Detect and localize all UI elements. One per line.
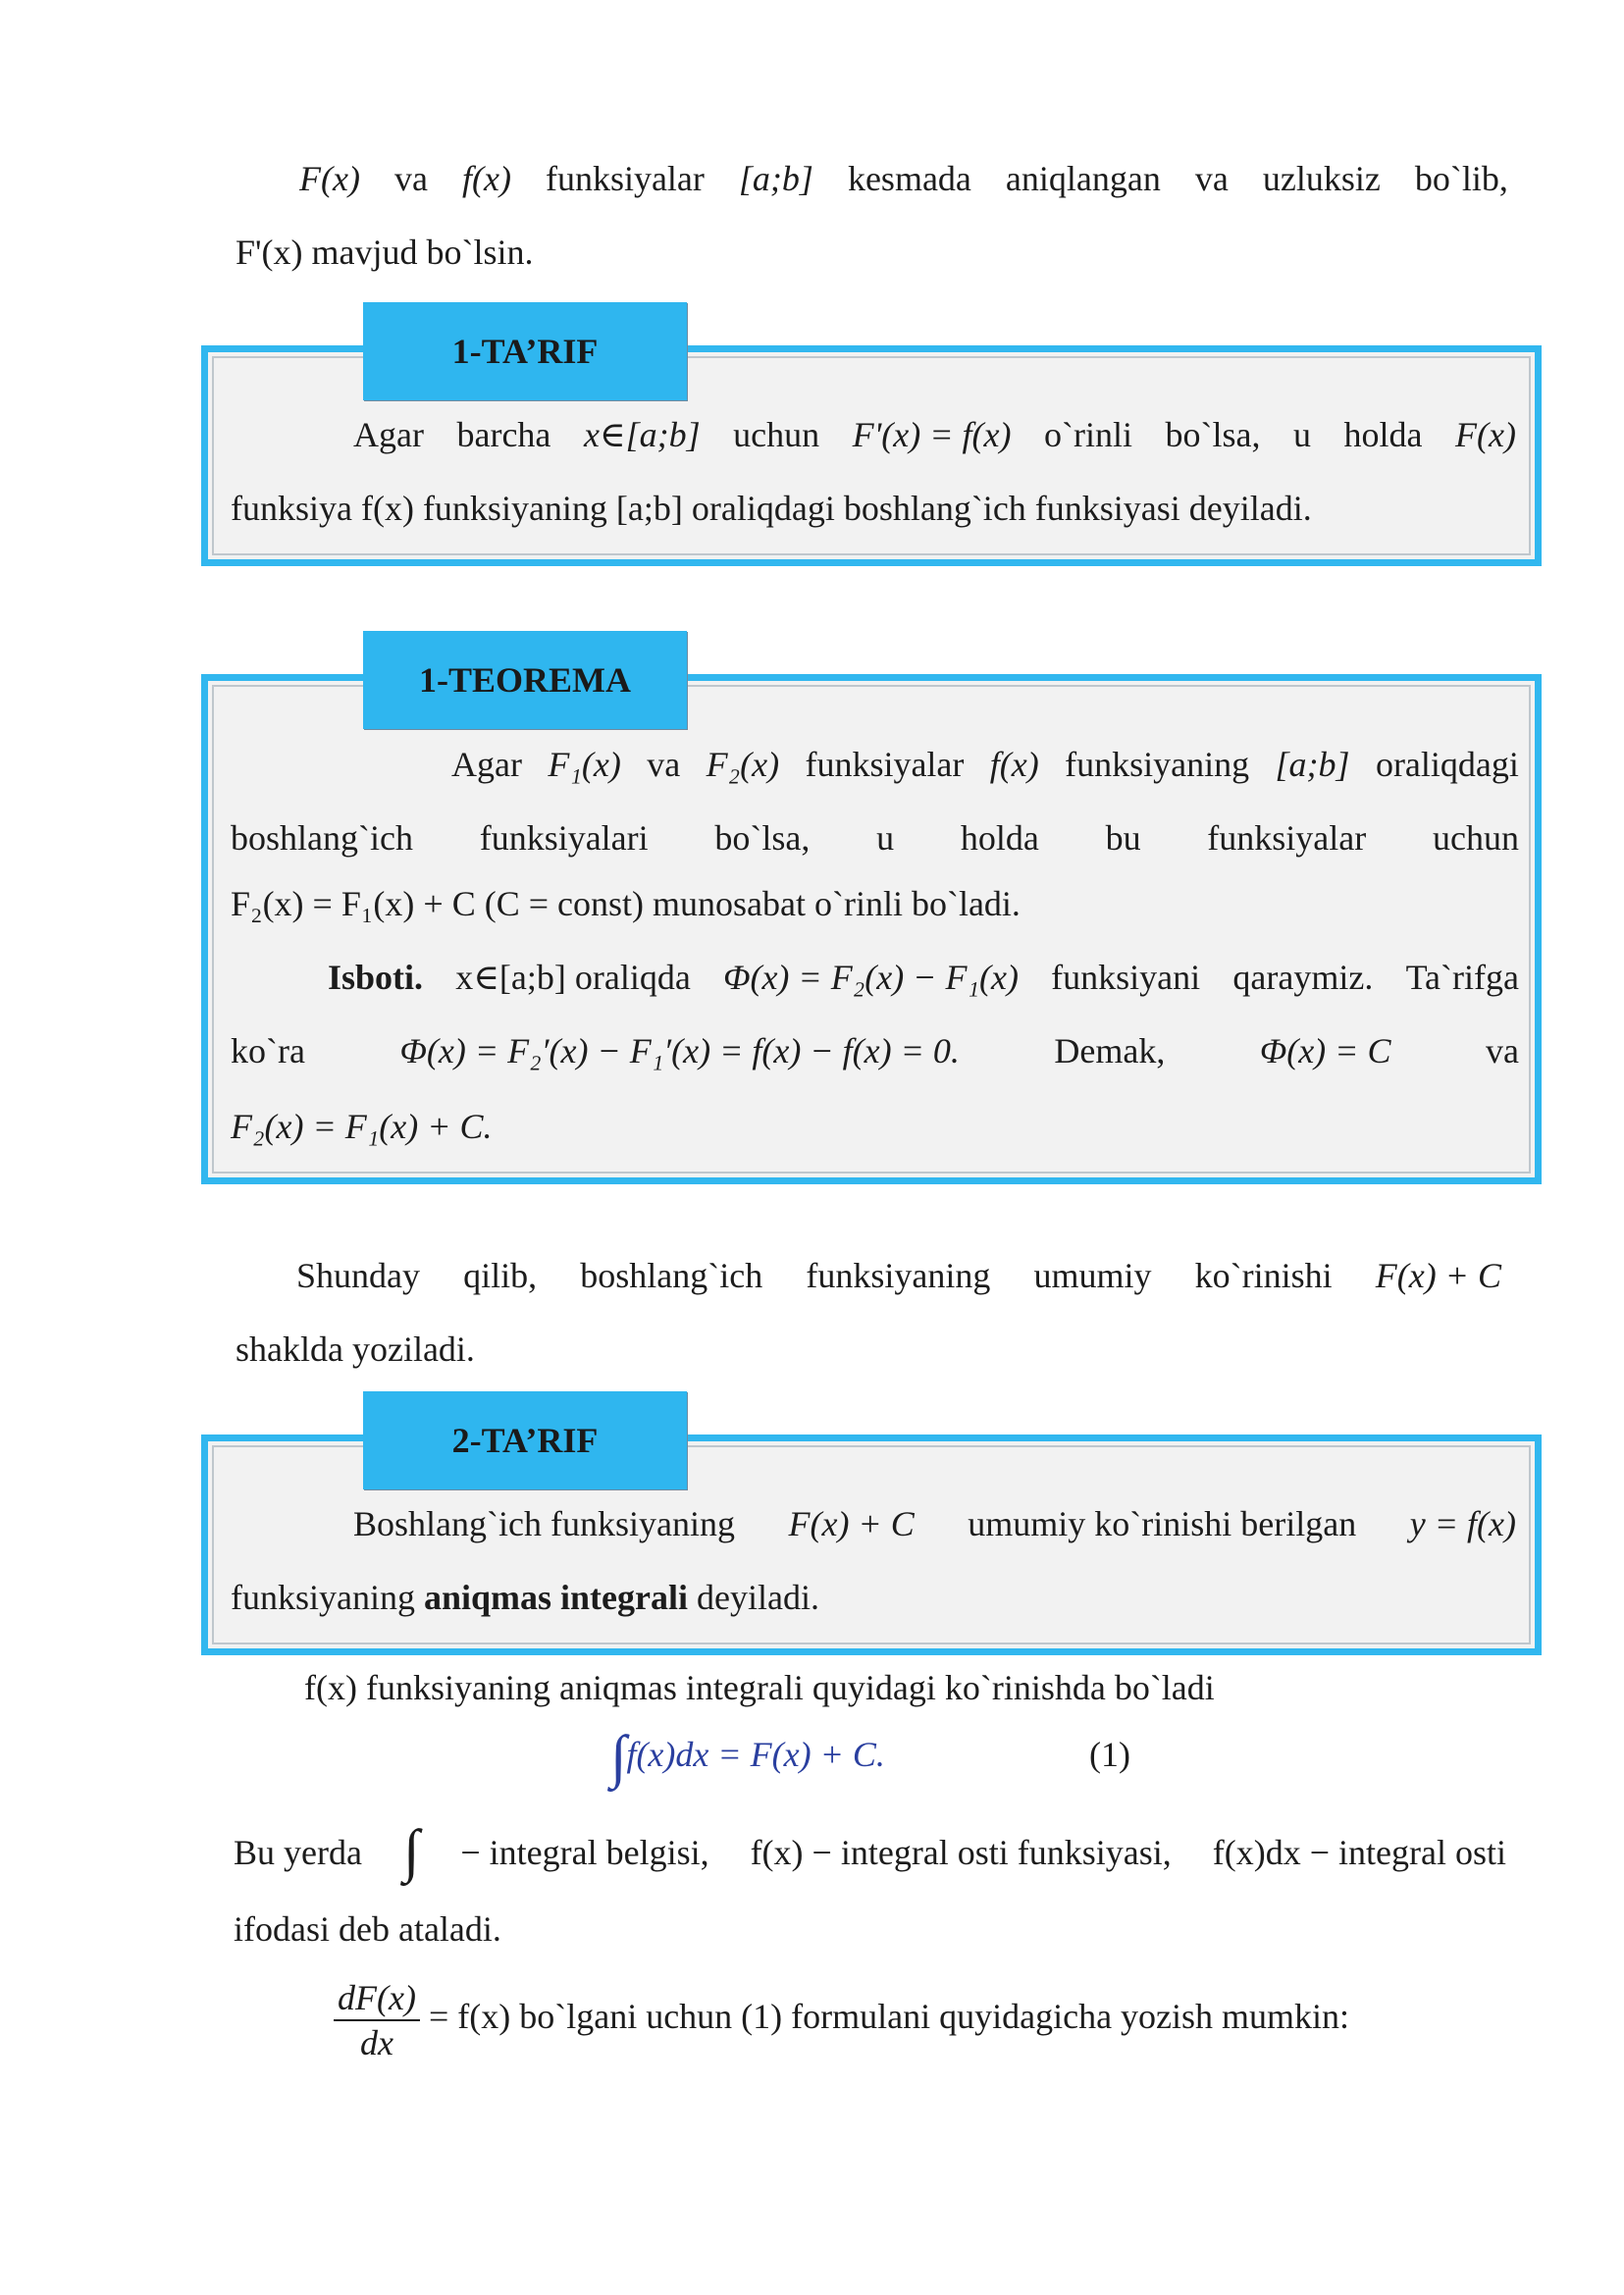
fraction-denominator: dx [359,2022,393,2062]
word: funksiyalar [805,745,965,784]
word: o`rinli [1044,415,1132,454]
after-line-4: ifodasi deb ataladi. [234,1909,501,1949]
word: funksiyalar [1207,818,1367,858]
word: F₂(x) [706,745,780,784]
word: f(x) [989,745,1039,784]
word: F'(x) = f(x) [852,415,1012,454]
word: [a;b] [738,159,813,198]
theorem-1-tab: 1-TEOREMA [363,631,687,729]
after-line-5 [334,1972,1349,2064]
word: Shunday [296,1256,420,1295]
integral-sign: ∫ [610,1724,627,1789]
word: umumiy [1033,1256,1152,1295]
formula-body: f(x)dx = F(x) + C. [626,1735,885,1774]
word: va [393,159,428,198]
word: funksiyaning [806,1256,991,1295]
word: funksiyalari [479,818,649,858]
middle-line-1 [296,1254,1501,1297]
word: bu [1105,818,1141,858]
after-line-3 [234,1818,1506,1883]
word: umumiy ko`rinishi berilgan [968,1504,1357,1543]
middle-line-2: shaklda yoziladi. [236,1330,475,1369]
word: uchun [1432,818,1519,858]
word: u [876,818,895,858]
definition-2-line-2 [231,1576,819,1619]
theorem-1-proof-line [328,956,1519,999]
word: kesmada [847,159,971,198]
key-term: aniqmas integrali [423,1578,688,1617]
word: Φ(x) = C [1259,1031,1391,1070]
word: = f(x) bo`lgani uchun (1) formulani quyidagicha yozish mumkin: [428,1997,1350,2036]
theorem-1-box [201,674,1542,1184]
word: funksiyalar [545,159,705,198]
theorem-1-line-6: F₂(x) = F₁(x) + C. [231,1107,493,1146]
derivative-fraction [334,1976,420,2064]
definition-1-tab: 1-TA’RIF [363,302,687,400]
word: uzluksiz [1262,159,1381,198]
word: holda [960,818,1039,858]
word: [a;b] [1275,745,1350,784]
word: bo`lsa, [714,818,811,858]
word: bo`lib, [1414,159,1508,198]
theorem-1-line-3: F₂(x) = F₁(x) + C (C = const) munosabat o`rinli bo`ladi. [231,884,1021,923]
word: ko`ra [231,1031,305,1070]
word: boshlang`ich [231,818,413,858]
word: funksiyaning [231,1578,415,1617]
word: x∈[a;b] oraliqda [455,958,691,997]
word: uchun [733,415,820,454]
theorem-1-line-1 [451,743,1519,786]
proof-label: Isboti. [328,958,424,997]
definition-1-line-1 [353,413,1516,456]
fraction-numerator: dF(x) [334,1976,420,2021]
word: boshlang`ich [580,1256,763,1295]
word: bo`lsa, [1165,415,1261,454]
word: Agar [451,745,522,784]
word: x∈[a;b] [583,415,701,454]
word: Demak, [1054,1031,1166,1070]
word: Bu yerda [234,1833,362,1872]
word: F₁(x) [548,745,621,784]
intro-line-1 [299,157,1508,200]
word: Boshlang`ich funksiyaning [353,1504,735,1543]
intro-line-2: F'(x) mavjud bo`lsin. [236,233,534,272]
word: Agar [353,415,424,454]
word: Ta`rifga [1405,958,1519,997]
word: barcha [456,415,551,454]
word: funksiyaning [1065,745,1250,784]
theorem-1-line-5 [231,1029,1519,1072]
word: va [647,745,681,784]
word: y = f(x) [1409,1504,1516,1543]
word: deyiladi. [697,1578,819,1617]
word: va [1485,1031,1519,1070]
word: f(x) [461,159,511,198]
word: qilib, [463,1256,538,1295]
word: F(x) + C [788,1504,915,1543]
word: Φ(x) = F₂(x) − F₁(x) [723,958,1019,997]
word: Φ(x) = F₂′(x) − F₁′(x) = f(x) − f(x) = 0. [399,1031,960,1070]
word: funksiyani [1051,958,1201,997]
word: F(x) [1455,415,1516,454]
integral-formula [610,1724,885,1789]
definition-2-line-1 [353,1502,1516,1545]
after-line-1: f(x) funksiyaning aniqmas integrali quyidagi ko`rinishda bo`ladi [304,1668,1215,1707]
theorem-1-line-2 [231,816,1519,860]
word: holda [1343,415,1423,454]
definition-1-line-2: funksiya f(x) funksiyaning [a;b] oraliqdagi boshlang`ich funksiyasi deyiladi. [231,489,1312,528]
word: f(x) − integral osti funksiyasi, [750,1833,1172,1872]
word: u [1293,415,1312,454]
word: F(x) + C [1375,1256,1501,1295]
word: − integral belgisi, [460,1833,709,1872]
word: va [1194,159,1229,198]
word: aniqlangan [1005,159,1161,198]
word: f(x)dx − integral osti [1212,1833,1506,1872]
word: ko`rinishi [1194,1256,1333,1295]
integral-sign: ∫ [402,1818,420,1883]
formula-number: (1) [1089,1735,1130,1774]
definition-2-tab: 2-TA’RIF [363,1391,687,1489]
word: oraliqdagi [1375,745,1519,784]
word: qaraymiz. [1232,958,1374,997]
word: F(x) [299,159,360,198]
